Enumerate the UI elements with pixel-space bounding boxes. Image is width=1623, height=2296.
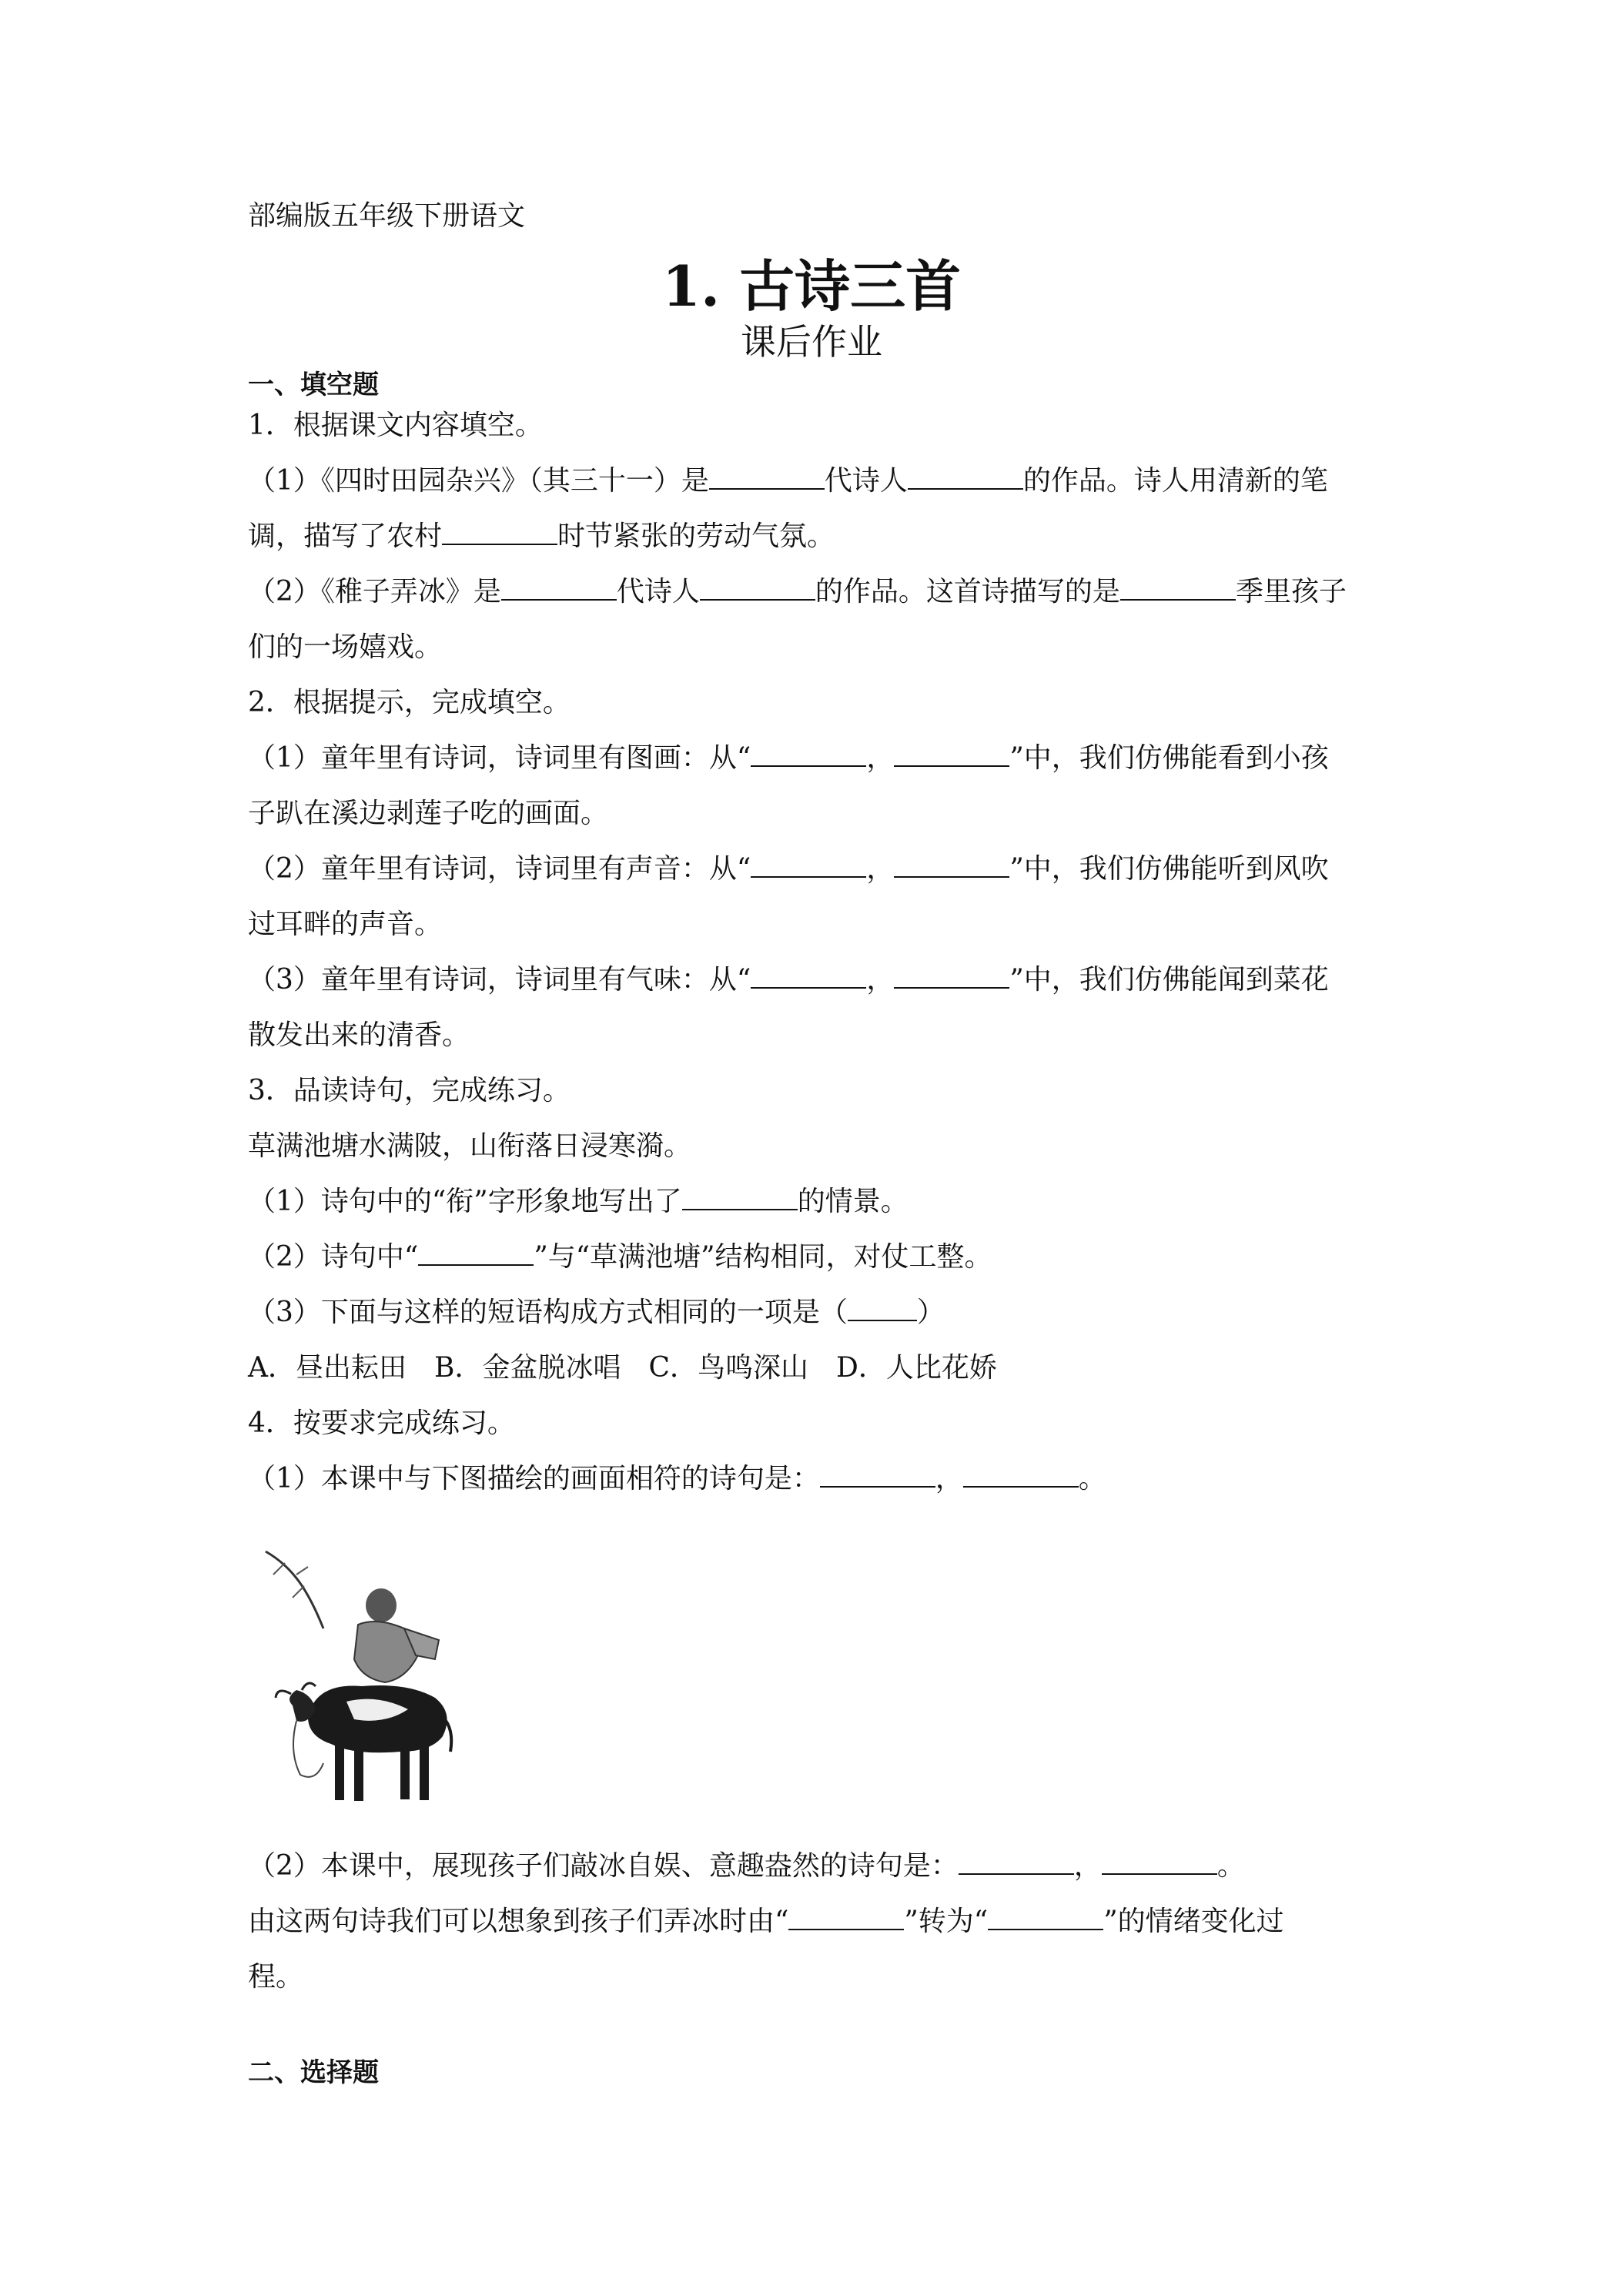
q3-p2-text-a: （2）诗句中“	[248, 1241, 419, 1273]
answer-blank[interactable]	[751, 964, 866, 989]
answer-blank[interactable]	[848, 1297, 917, 1321]
q1-p1-text-a: （1）《四时田园杂兴》（其三十一）是	[248, 465, 709, 497]
option-c[interactable]: C．鸟鸣深山	[648, 1352, 809, 1384]
answer-blank[interactable]	[788, 1906, 904, 1930]
question-2-part-1	[248, 736, 1380, 775]
q4-p2-text-a: （2）本课中，展现孩子们敲冰自娱、意趣盎然的诗句是：	[248, 1850, 959, 1882]
answer-blank[interactable]	[1120, 576, 1236, 601]
boy-on-ox-illustration	[262, 1544, 462, 1821]
q3-p1-text-a: （1）诗句中的“衔”字形象地写出了	[248, 1186, 682, 1217]
section-heading-multiple-choice: 二、选择题	[248, 2057, 379, 2088]
answer-blank[interactable]	[988, 1906, 1103, 1930]
question-4-part-2	[248, 1844, 1380, 1883]
q3-p3-text-a: （3）下面与这样的短语构成方式相同的一项是（	[248, 1297, 848, 1328]
page-title: 1. 古诗三首	[661, 253, 962, 319]
question-1-part-1-cont	[248, 514, 1380, 554]
q1-p2-text-a: （2）《稚子弄冰》是	[248, 576, 501, 607]
q3-p2-text-b: ”与“草满池塘”结构相同，对仗工整。	[534, 1241, 992, 1273]
q4-p1-text-b: ，	[935, 1463, 963, 1494]
answer-blank[interactable]	[751, 853, 866, 878]
answer-blank[interactable]	[963, 1463, 1079, 1488]
q3-p3-text-b: ）	[916, 1297, 945, 1328]
question-1-part-1	[248, 459, 1380, 498]
question-2-part-3-cont: 散发出来的清香。	[248, 1019, 470, 1051]
answer-blank[interactable]	[418, 1241, 534, 1266]
question-2-part-3	[248, 958, 1380, 997]
q1-p2-text-d: 季里孩子	[1235, 576, 1347, 607]
question-1-part-2	[248, 570, 1380, 609]
question-1-part-2-cont: 们的一场嬉戏。	[248, 631, 443, 663]
answer-blank[interactable]	[1102, 1850, 1217, 1875]
q2-p3-text-a: （3）童年里有诗词，诗词里有气味：从“	[248, 964, 751, 996]
q2-p1-text-c: ”中，我们仿佛能看到小孩	[1009, 742, 1329, 774]
option-b[interactable]: B．金盆脱冰唱	[434, 1352, 621, 1384]
subject-label: 部编版五年级下册语文	[248, 200, 526, 232]
answer-blank[interactable]	[700, 576, 815, 601]
option-d[interactable]: D．人比花娇	[836, 1352, 997, 1384]
q4-p2-text-b: ，	[1073, 1850, 1102, 1882]
section-heading-fill-in: 一、填空题	[248, 370, 379, 400]
question-3-part-2	[248, 1235, 1380, 1274]
q4-p2-text-c: 。	[1216, 1850, 1245, 1882]
answer-blank[interactable]	[894, 742, 1009, 767]
q1-p1-text-c: 的作品。诗人用清新的笔	[1022, 465, 1328, 497]
answer-blank[interactable]	[682, 1186, 798, 1210]
question-3-options	[248, 1346, 1380, 1385]
q2-p2-text-b: ，	[866, 853, 895, 885]
answer-blank[interactable]	[908, 465, 1023, 490]
question-4-part-3	[248, 1899, 1380, 1939]
q1-p1-text-b: 代诗人	[824, 465, 908, 497]
answer-blank[interactable]	[442, 520, 557, 545]
q1-p1-text-d: 调，描写了农村	[248, 520, 443, 552]
question-3-stem: 3．品读诗句，完成练习。	[248, 1075, 571, 1106]
q4-p3-text-b: ”转为“	[904, 1906, 989, 1937]
question-1-stem: 1．根据课文内容填空。	[248, 410, 543, 441]
q1-p2-text-c: 的作品。这首诗描写的是	[815, 576, 1120, 607]
poem-line: 草满池塘水满陂，山衔落日浸寒漪。	[248, 1130, 692, 1162]
q4-p3-text-c: ”的情绪变化过	[1103, 1906, 1284, 1937]
question-2-stem: 2．根据提示，完成填空。	[248, 687, 571, 718]
question-4-stem: 4．按要求完成练习。	[248, 1407, 515, 1439]
q2-p3-text-b: ，	[866, 964, 895, 996]
answer-blank[interactable]	[894, 964, 1009, 989]
question-2-part-1-cont: 子趴在溪边剥莲子吃的画面。	[248, 798, 609, 829]
question-4-part-1	[248, 1457, 1380, 1496]
question-3-part-1	[248, 1180, 1380, 1219]
question-4-part-3-cont: 程。	[248, 1961, 304, 1993]
q2-p3-text-c: ”中，我们仿佛能闻到菜花	[1009, 964, 1329, 996]
q2-p2-text-c: ”中，我们仿佛能听到风吹	[1009, 853, 1329, 885]
q4-p1-text-a: （1）本课中与下图描绘的画面相符的诗句是：	[248, 1463, 820, 1494]
question-2-part-2-cont: 过耳畔的声音。	[248, 909, 443, 940]
q2-p2-text-a: （2）童年里有诗词，诗词里有声音：从“	[248, 853, 751, 885]
answer-blank[interactable]	[894, 853, 1009, 878]
question-2-part-2	[248, 847, 1380, 886]
page-subtitle: 课后作业	[741, 321, 882, 363]
q3-p1-text-b: 的情景。	[797, 1186, 909, 1217]
q2-p1-text-a: （1）童年里有诗词，诗词里有图画：从“	[248, 742, 751, 774]
answer-blank[interactable]	[959, 1850, 1074, 1875]
answer-blank[interactable]	[751, 742, 866, 767]
answer-blank[interactable]	[501, 576, 617, 601]
q4-p1-text-c: 。	[1078, 1463, 1106, 1494]
question-3-part-3	[248, 1290, 1380, 1330]
answer-blank[interactable]	[709, 465, 825, 490]
q2-p1-text-b: ，	[866, 742, 895, 774]
q1-p2-text-b: 代诗人	[616, 576, 700, 607]
option-a[interactable]: A．昼出耘田	[248, 1352, 407, 1384]
q4-p3-text-a: 由这两句诗我们可以想象到孩子们弄冰时由“	[248, 1906, 789, 1937]
q1-p1-text-e: 时节紧张的劳动气氛。	[557, 520, 835, 552]
answer-blank[interactable]	[820, 1463, 935, 1488]
